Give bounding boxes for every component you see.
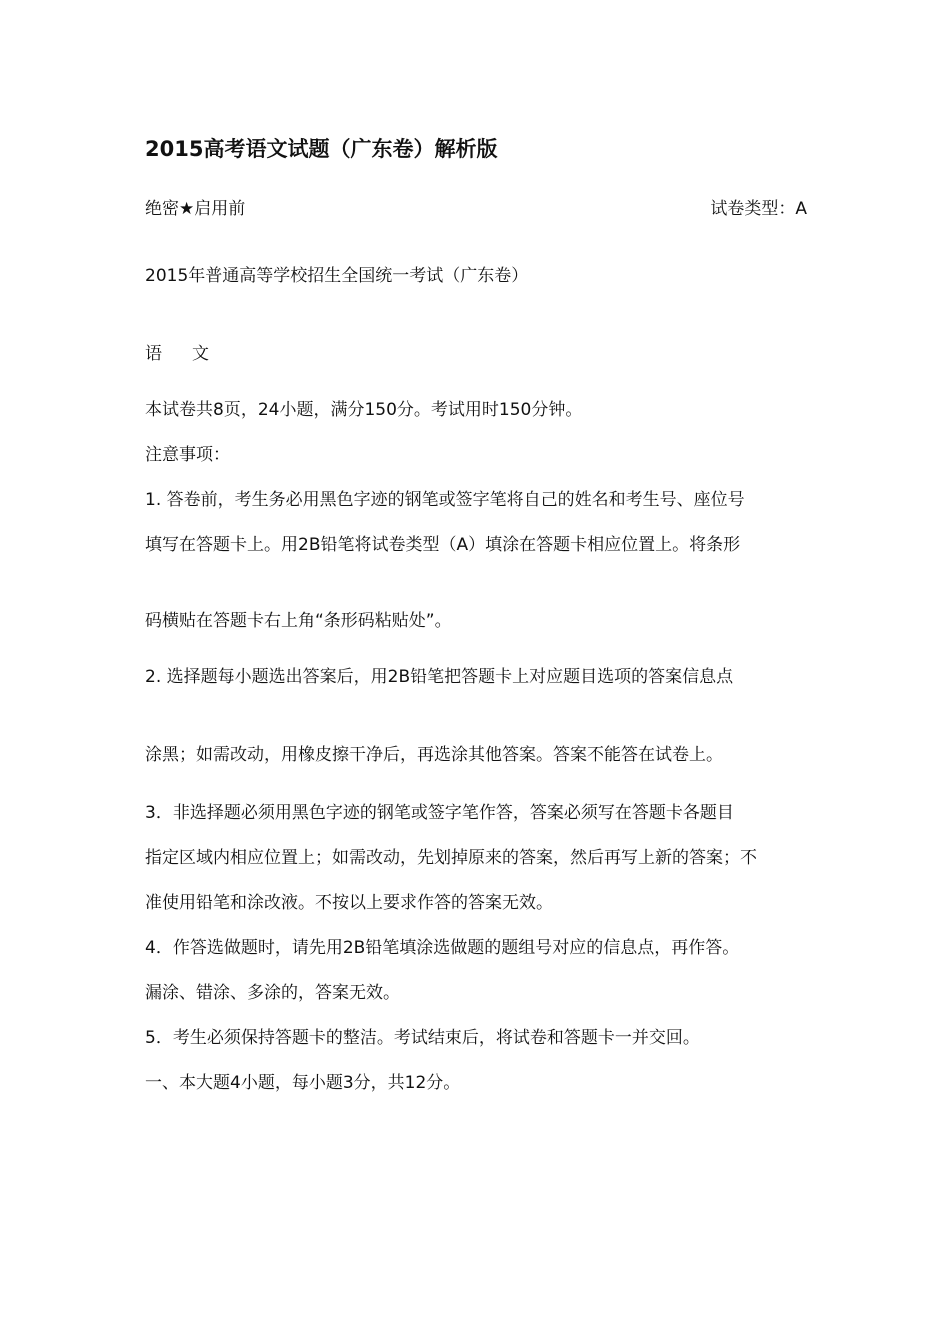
note-line: 码横贴在答题卡右上角“条形码粘贴处”。 <box>145 611 452 631</box>
note-line: 5．考生必须保持答题卡的整洁。考试结束后，将试卷和答题卡一并交回。 <box>145 1028 700 1048</box>
paper-type: 试卷类型：A <box>710 199 807 219</box>
document-title: 2015高考语文试题（广东卷）解析版 <box>145 137 498 161</box>
subject-char-2: 文 <box>192 344 209 364</box>
note-line: 1. 答卷前，考生务必用黑色字迹的钢笔或签字笔将自己的姓名和考生号、座位号 <box>145 490 745 510</box>
exam-intro: 本试卷共8页，24小题，满分150分。考试用时150分钟。 <box>145 400 583 420</box>
subject-heading <box>145 342 209 366</box>
exam-name: 2015年普通高等学校招生全国统一考试（广东卷） <box>145 266 529 286</box>
subject-char-1: 语 <box>145 344 162 364</box>
secret-label: 绝密★启用前 <box>145 199 246 219</box>
note-line: 2. 选择题每小题选出答案后，用2B铅笔把答题卡上对应题目选项的答案信息点 <box>145 667 734 687</box>
note-line: 漏涂、错涂、多涂的，答案无效。 <box>145 983 400 1003</box>
note-line: 填写在答题卡上。用2B铅笔将试卷类型（A）填涂在答题卡相应位置上。将条形 <box>145 535 741 555</box>
note-line: 3．非选择题必须用黑色字迹的钢笔或签字笔作答，答案必须写在答题卡各题目 <box>145 803 734 823</box>
note-line: 准使用铅笔和涂改液。不按以上要求作答的答案无效。 <box>145 893 553 913</box>
note-line: 涂黑；如需改动，用橡皮擦干净后，再选涂其他答案。答案不能答在试卷上。 <box>145 745 723 765</box>
note-line: 4．作答选做题时，请先用2B铅笔填涂选做题的题组号对应的信息点，再作答。 <box>145 938 740 958</box>
note-line: 指定区域内相应位置上；如需改动，先划掉原来的答案，然后再写上新的答案；不 <box>145 848 757 868</box>
notice-heading: 注意事项： <box>145 445 230 465</box>
section-one-heading: 一、本大题4小题，每小题3分，共12分。 <box>145 1073 461 1093</box>
